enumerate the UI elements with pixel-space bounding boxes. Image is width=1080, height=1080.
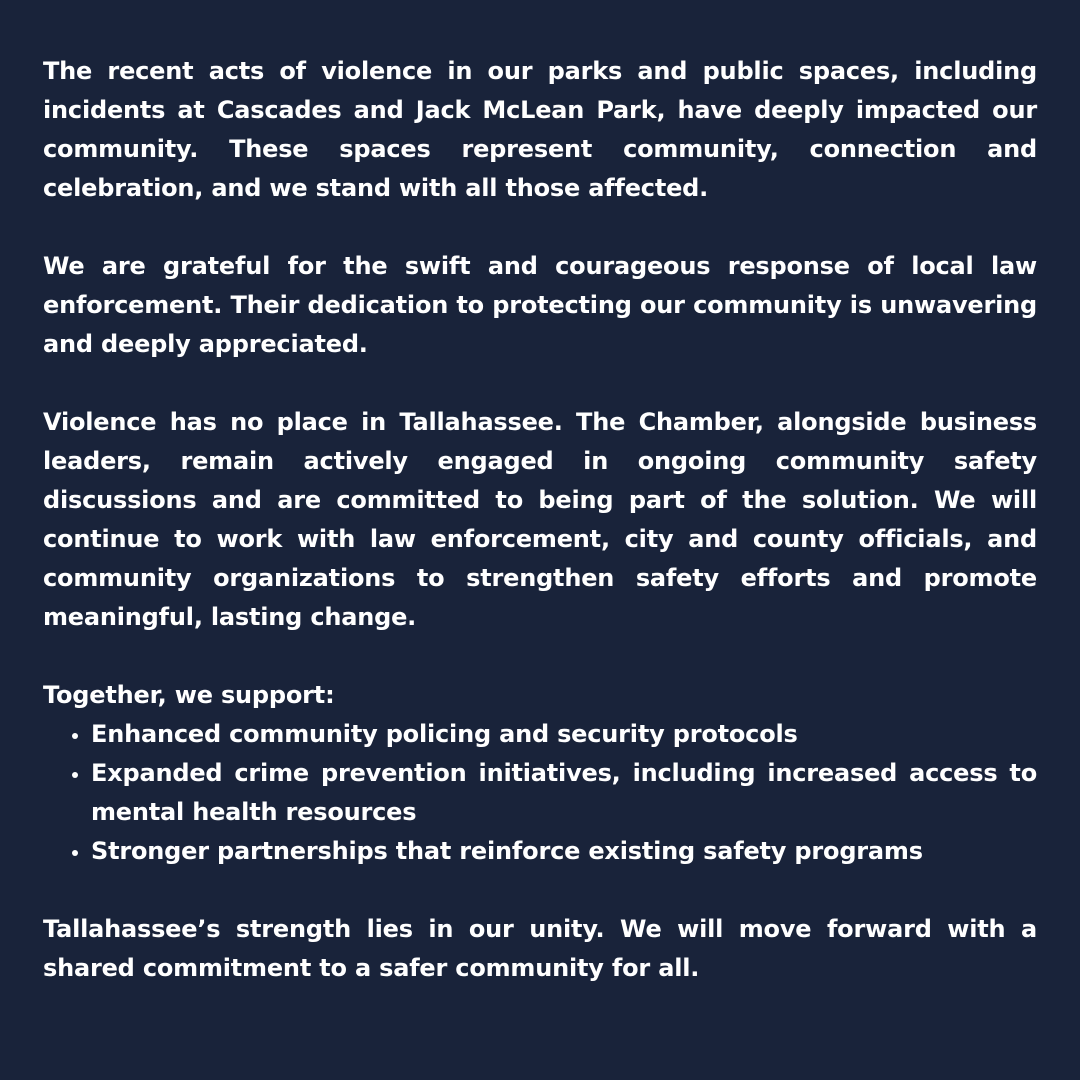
support-item-crime-prevention: • Expanded crime prevention initiatives, including increased access to mental health resources — [91, 754, 1037, 832]
paragraph-violence-impact: The recent acts of violence in our parks and public spaces, including incidents at Cascades and Jack McLean Park, have deeply impacted our community. These spaces represent community, connection and celebration, and we stand with all those affected. — [43, 57, 1037, 202]
paragraph-law-enforcement-thanks: We are grateful for the swift and courageous response of local law enforcement. Their dedication to protecting our community is unwavering and deeply appreciated. — [43, 252, 1037, 358]
support-list — [43, 715, 1037, 871]
paragraph-chamber-commitment: Violence has no place in Tallahassee. The Chamber, alongside business leaders, remain actively engaged in ongoing community safety discussions and are committed to being part of the solution. We will continue to work with law enforcement, city and county officials, and community organizations to strengthen safety efforts and promote meaningful, lasting change. — [43, 408, 1037, 631]
support-intro: Together, we support: — [43, 681, 335, 709]
support-item-community-policing: • Enhanced community policing and security protocols — [91, 715, 1037, 754]
support-item-partnerships: • Stronger partnerships that reinforce existing safety programs — [91, 832, 1037, 871]
paragraph-closing: Tallahassee’s strength lies in our unity. We will move forward with a shared commitment to a safer community for all. — [43, 915, 1037, 982]
